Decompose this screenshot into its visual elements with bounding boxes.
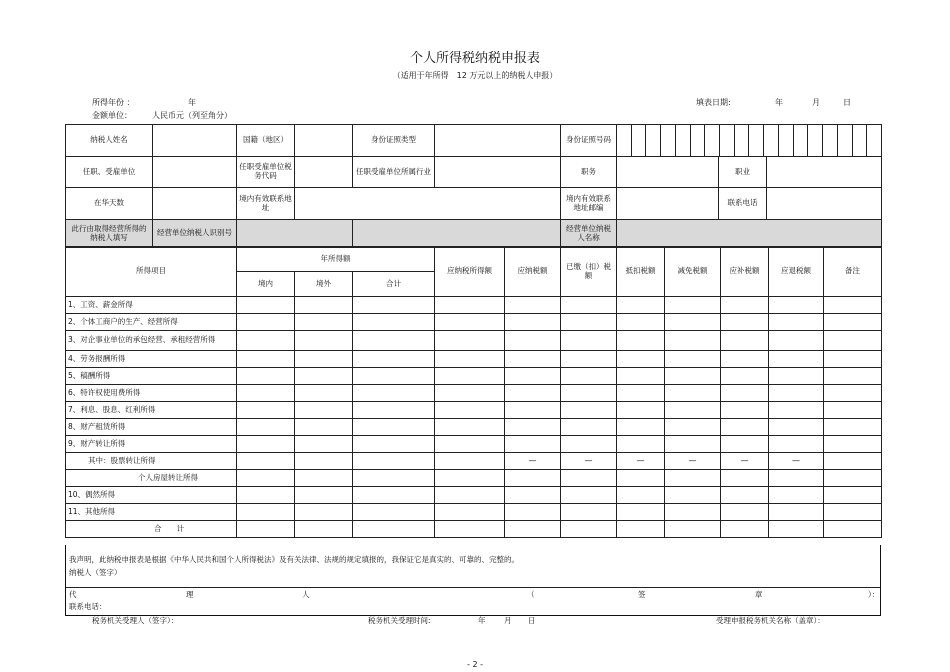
income-value-cell[interactable] bbox=[721, 331, 769, 351]
income-item-label: 4、劳务报酬所得 bbox=[66, 351, 237, 368]
table-row bbox=[66, 385, 882, 402]
not-applicable-cell: — bbox=[505, 453, 561, 470]
income-value-cell[interactable] bbox=[665, 470, 721, 487]
income-value-cell[interactable] bbox=[505, 368, 561, 385]
agent-char-2: 理 bbox=[186, 590, 194, 599]
income-value-cell[interactable] bbox=[237, 297, 295, 314]
income-value-cell[interactable] bbox=[435, 402, 505, 419]
form-title: 个人所得税纳税申报表 bbox=[409, 51, 540, 66]
income-value-cell[interactable] bbox=[617, 504, 665, 521]
col-annual-income: 年所得额 bbox=[237, 247, 435, 272]
postcode-value[interactable] bbox=[617, 188, 719, 220]
not-applicable-cell: — bbox=[561, 453, 617, 470]
table-row bbox=[66, 470, 882, 487]
income-value-cell[interactable] bbox=[435, 297, 505, 314]
income-value-cell[interactable] bbox=[721, 419, 769, 436]
income-value-cell[interactable] bbox=[505, 470, 561, 487]
income-value-cell[interactable] bbox=[353, 487, 435, 504]
name-value[interactable] bbox=[153, 125, 237, 157]
position-value[interactable] bbox=[617, 157, 719, 188]
income-value-cell[interactable] bbox=[237, 314, 295, 331]
not-applicable-cell: — bbox=[769, 453, 824, 470]
income-value-cell[interactable] bbox=[665, 487, 721, 504]
income-value-cell[interactable] bbox=[561, 351, 617, 368]
income-value-cell[interactable] bbox=[435, 521, 505, 538]
income-value-cell[interactable] bbox=[561, 314, 617, 331]
income-value-cell[interactable] bbox=[435, 504, 505, 521]
income-value-cell[interactable] bbox=[505, 331, 561, 351]
income-value-cell[interactable] bbox=[824, 521, 882, 538]
income-value-cell[interactable] bbox=[561, 385, 617, 402]
employer-industry-value[interactable] bbox=[435, 157, 561, 188]
income-value-cell[interactable] bbox=[769, 331, 824, 351]
income-value-cell[interactable] bbox=[665, 419, 721, 436]
agent-char-7: ）： bbox=[868, 590, 880, 599]
position-label: 职务 bbox=[561, 157, 617, 188]
income-value-cell[interactable] bbox=[505, 487, 561, 504]
receive-time-label: 税务机关受理时间: bbox=[368, 616, 431, 625]
col-supplement: 应补税额 bbox=[721, 247, 769, 297]
income-value-cell[interactable] bbox=[617, 297, 665, 314]
income-value-cell[interactable] bbox=[237, 368, 295, 385]
col-reduction: 减免税额 bbox=[665, 247, 721, 297]
table-row bbox=[66, 521, 882, 538]
receive-year: 年 bbox=[478, 616, 486, 625]
domestic-address-label: 境内有效联系地址 bbox=[237, 188, 295, 220]
receive-month: 月 bbox=[504, 616, 512, 625]
table-row bbox=[66, 331, 882, 351]
employer-value[interactable] bbox=[153, 157, 237, 188]
income-value-cell[interactable] bbox=[769, 314, 824, 331]
declaration-box bbox=[65, 545, 881, 616]
income-value-cell[interactable] bbox=[505, 436, 561, 453]
income-value-cell[interactable] bbox=[824, 314, 882, 331]
col-total: 合计 bbox=[353, 272, 435, 297]
income-value-cell[interactable] bbox=[353, 368, 435, 385]
agent-char-3: 人 bbox=[302, 590, 310, 599]
income-value-cell[interactable] bbox=[561, 436, 617, 453]
income-value-cell[interactable] bbox=[353, 314, 435, 331]
income-value-cell[interactable] bbox=[435, 368, 505, 385]
agent-phone-label: 联系电话： bbox=[69, 602, 107, 611]
income-value-cell[interactable] bbox=[237, 402, 295, 419]
income-value-cell[interactable] bbox=[353, 402, 435, 419]
income-value-cell[interactable] bbox=[435, 487, 505, 504]
income-value-cell[interactable] bbox=[617, 331, 665, 351]
income-value-cell[interactable] bbox=[561, 487, 617, 504]
domestic-address-value[interactable] bbox=[295, 188, 561, 220]
income-value-cell[interactable] bbox=[295, 351, 353, 368]
income-value-cell[interactable] bbox=[617, 521, 665, 538]
income-value-cell[interactable] bbox=[721, 351, 769, 368]
income-value-cell[interactable] bbox=[505, 419, 561, 436]
income-value-cell[interactable] bbox=[769, 470, 824, 487]
income-value-cell[interactable] bbox=[617, 368, 665, 385]
income-value-cell[interactable] bbox=[353, 436, 435, 453]
income-value-cell[interactable] bbox=[561, 521, 617, 538]
income-value-cell[interactable] bbox=[353, 504, 435, 521]
income-value-cell[interactable] bbox=[295, 402, 353, 419]
income-value-cell[interactable] bbox=[617, 419, 665, 436]
postcode-label: 境内有效联系地址邮编 bbox=[561, 188, 617, 220]
col-remarks: 备注 bbox=[824, 247, 882, 297]
col-domestic: 境内 bbox=[237, 272, 295, 297]
income-value-cell[interactable] bbox=[295, 314, 353, 331]
income-value-cell[interactable] bbox=[435, 453, 505, 470]
income-value-cell[interactable] bbox=[721, 436, 769, 453]
income-value-cell[interactable] bbox=[353, 453, 435, 470]
table-row bbox=[66, 314, 882, 331]
income-value-cell[interactable] bbox=[353, 331, 435, 351]
income-value-cell[interactable] bbox=[824, 504, 882, 521]
income-value-cell[interactable] bbox=[617, 436, 665, 453]
income-value-cell[interactable] bbox=[824, 297, 882, 314]
nationality-label: 国籍（地区） bbox=[237, 125, 295, 157]
business-id-label: 经营单位纳税人识别号 bbox=[153, 220, 237, 248]
occupation-label: 职业 bbox=[719, 157, 767, 188]
income-value-cell[interactable] bbox=[769, 487, 824, 504]
income-value-cell[interactable] bbox=[295, 436, 353, 453]
id-type-value[interactable] bbox=[435, 125, 561, 157]
income-item-label: 其中：股票转让所得 bbox=[66, 453, 237, 470]
date-day: 日 bbox=[843, 98, 851, 107]
date-month: 月 bbox=[812, 98, 820, 107]
employer-industry-label: 任职受雇单位所属行业 bbox=[353, 157, 435, 188]
income-value-cell[interactable] bbox=[505, 504, 561, 521]
col-refund: 应退税额 bbox=[769, 247, 824, 297]
col-item: 所得项目 bbox=[66, 247, 237, 297]
form-subtitle: （适用于年所得 12 万元以上的纳税人申报） bbox=[392, 71, 558, 80]
income-value-cell[interactable] bbox=[435, 470, 505, 487]
income-value-cell[interactable] bbox=[617, 314, 665, 331]
employer-tax-code-label: 任职受雇单位税务代码 bbox=[237, 157, 295, 188]
income-value-cell[interactable] bbox=[561, 368, 617, 385]
name-label: 纳税人姓名 bbox=[66, 125, 153, 157]
income-value-cell[interactable] bbox=[824, 385, 882, 402]
income-value-cell[interactable] bbox=[561, 402, 617, 419]
income-value-cell[interactable] bbox=[505, 314, 561, 331]
agent-char-5: 签 bbox=[638, 590, 646, 599]
income-value-cell[interactable] bbox=[353, 470, 435, 487]
income-value-cell[interactable] bbox=[665, 368, 721, 385]
declaration-text: 我声明，此纳税申报表是根据《中华人民共和国个人所得税法》及有关法律、法规的规定填报的，我保证它是真实的、可靠的、完整的。 bbox=[69, 555, 519, 564]
table-row bbox=[66, 368, 882, 385]
table-row bbox=[66, 297, 882, 314]
currency-label: 金额单位： bbox=[92, 111, 132, 120]
income-value-cell[interactable] bbox=[505, 521, 561, 538]
income-item-label: 8、财产租赁所得 bbox=[66, 419, 237, 436]
income-item-label: 11、其他所得 bbox=[66, 504, 237, 521]
income-value-cell[interactable] bbox=[295, 419, 353, 436]
income-value-cell[interactable] bbox=[769, 368, 824, 385]
receiver-label: 税务机关受理人（签字）： bbox=[92, 616, 179, 625]
receive-day: 日 bbox=[528, 616, 536, 625]
year-label: 所得年份 ： bbox=[92, 98, 135, 107]
taxpayer-signature-label: 纳税人（签字） bbox=[69, 568, 122, 577]
income-value-cell[interactable] bbox=[295, 331, 353, 351]
income-value-cell[interactable] bbox=[665, 297, 721, 314]
income-value-cell[interactable] bbox=[237, 351, 295, 368]
income-value-cell[interactable] bbox=[505, 385, 561, 402]
table-row bbox=[66, 419, 882, 436]
income-value-cell[interactable] bbox=[505, 297, 561, 314]
income-value-cell[interactable] bbox=[721, 314, 769, 331]
income-value-cell[interactable] bbox=[353, 297, 435, 314]
income-value-cell[interactable] bbox=[295, 385, 353, 402]
income-value-cell[interactable] bbox=[721, 470, 769, 487]
income-value-cell[interactable] bbox=[435, 314, 505, 331]
employer-label: 任职、受雇单位 bbox=[66, 157, 153, 188]
income-value-cell[interactable] bbox=[295, 470, 353, 487]
income-value-cell[interactable] bbox=[721, 297, 769, 314]
income-value-cell[interactable] bbox=[665, 351, 721, 368]
income-value-cell[interactable] bbox=[561, 470, 617, 487]
income-value-cell[interactable] bbox=[353, 521, 435, 538]
table-row bbox=[66, 504, 882, 521]
income-value-cell[interactable] bbox=[617, 402, 665, 419]
income-value-cell[interactable] bbox=[353, 351, 435, 368]
income-value-cell[interactable] bbox=[561, 419, 617, 436]
income-item-label: 合 计 bbox=[66, 521, 237, 538]
table-row bbox=[66, 351, 882, 368]
income-value-cell[interactable] bbox=[237, 521, 295, 538]
income-value-cell[interactable] bbox=[435, 419, 505, 436]
income-value-cell[interactable] bbox=[561, 297, 617, 314]
table-row bbox=[66, 487, 882, 504]
income-value-cell[interactable] bbox=[824, 402, 882, 419]
col-taxable-income: 应纳税所得额 bbox=[435, 247, 505, 297]
income-value-cell[interactable] bbox=[237, 331, 295, 351]
year-unit: 年 bbox=[188, 98, 196, 107]
phone-label: 联系电话 bbox=[719, 188, 767, 220]
income-value-cell[interactable] bbox=[435, 331, 505, 351]
income-value-cell[interactable] bbox=[769, 436, 824, 453]
income-item-label: 7、利息、股息、红利所得 bbox=[66, 402, 237, 419]
income-value-cell[interactable] bbox=[237, 419, 295, 436]
phone-value[interactable] bbox=[767, 188, 882, 220]
income-value-cell[interactable] bbox=[295, 453, 353, 470]
income-value-cell[interactable] bbox=[665, 436, 721, 453]
nationality-value[interactable] bbox=[295, 125, 353, 157]
income-value-cell[interactable] bbox=[353, 385, 435, 402]
income-value-cell[interactable] bbox=[617, 385, 665, 402]
income-value-cell[interactable] bbox=[824, 368, 882, 385]
income-item-label: 9、财产转让所得 bbox=[66, 436, 237, 453]
income-value-cell[interactable] bbox=[353, 419, 435, 436]
income-value-cell[interactable] bbox=[561, 331, 617, 351]
occupation-value[interactable] bbox=[767, 157, 882, 188]
income-item-label: 5、稿酬所得 bbox=[66, 368, 237, 385]
income-value-cell[interactable] bbox=[721, 487, 769, 504]
income-value-cell[interactable] bbox=[769, 402, 824, 419]
income-value-cell[interactable] bbox=[769, 351, 824, 368]
id-type-label: 身份证照类型 bbox=[353, 125, 435, 157]
income-value-cell[interactable] bbox=[505, 402, 561, 419]
income-item-label: 10、偶然所得 bbox=[66, 487, 237, 504]
income-value-cell[interactable] bbox=[295, 368, 353, 385]
income-value-cell[interactable] bbox=[665, 385, 721, 402]
income-value-cell[interactable] bbox=[665, 402, 721, 419]
income-value-cell[interactable] bbox=[824, 331, 882, 351]
col-tax-paid: 已缴（扣）税额 bbox=[561, 247, 617, 297]
income-value-cell[interactable] bbox=[295, 487, 353, 504]
income-item-label: 6、特许权使用费所得 bbox=[66, 385, 237, 402]
currency-value: 人民币元（列至角分） bbox=[152, 111, 232, 120]
agent-char-1: 代 bbox=[69, 590, 77, 599]
income-value-cell[interactable] bbox=[295, 297, 353, 314]
not-applicable-cell: — bbox=[617, 453, 665, 470]
date-year: 年 bbox=[775, 98, 783, 107]
income-value-cell[interactable] bbox=[665, 521, 721, 538]
income-value-cell[interactable] bbox=[824, 453, 882, 470]
income-value-cell[interactable] bbox=[237, 453, 295, 470]
income-value-cell[interactable] bbox=[721, 504, 769, 521]
id-number-boxes[interactable] bbox=[617, 125, 882, 157]
income-value-cell[interactable] bbox=[237, 470, 295, 487]
business-note: 此行由取得经营所得的纳税人填写 bbox=[66, 220, 153, 248]
income-value-cell[interactable] bbox=[769, 521, 824, 538]
business-name-label: 经营单位纳税人名称 bbox=[561, 220, 617, 248]
income-value-cell[interactable] bbox=[721, 385, 769, 402]
income-value-cell[interactable] bbox=[617, 351, 665, 368]
days-in-china-label: 在华天数 bbox=[66, 188, 153, 220]
income-value-cell[interactable] bbox=[824, 487, 882, 504]
employer-tax-code-value[interactable] bbox=[295, 157, 353, 188]
income-value-cell[interactable] bbox=[435, 436, 505, 453]
table-row bbox=[66, 436, 882, 453]
income-value-cell[interactable] bbox=[617, 487, 665, 504]
business-id-value[interactable] bbox=[237, 220, 353, 248]
income-value-cell[interactable] bbox=[824, 351, 882, 368]
income-value-cell[interactable] bbox=[769, 504, 824, 521]
days-in-china-value[interactable] bbox=[153, 188, 237, 220]
income-value-cell[interactable] bbox=[721, 368, 769, 385]
income-value-cell[interactable] bbox=[721, 402, 769, 419]
not-applicable-cell: — bbox=[721, 453, 769, 470]
page-number: - 2 - bbox=[467, 660, 483, 669]
business-id-value-2[interactable] bbox=[353, 220, 561, 248]
income-value-cell[interactable] bbox=[824, 470, 882, 487]
income-item-label: 1、工资、薪金所得 bbox=[66, 297, 237, 314]
income-value-cell[interactable] bbox=[561, 504, 617, 521]
not-applicable-cell: — bbox=[665, 453, 721, 470]
income-value-cell[interactable] bbox=[237, 504, 295, 521]
col-offset: 抵扣税额 bbox=[617, 247, 665, 297]
table-row bbox=[66, 453, 882, 470]
income-value-cell[interactable] bbox=[505, 351, 561, 368]
income-item-label: 个人房屋转让所得 bbox=[66, 470, 237, 487]
income-value-cell[interactable] bbox=[769, 297, 824, 314]
income-table bbox=[65, 246, 882, 538]
income-value-cell[interactable] bbox=[295, 521, 353, 538]
income-value-cell[interactable] bbox=[665, 331, 721, 351]
date-label: 填表日期: bbox=[696, 98, 731, 107]
table-row bbox=[66, 402, 882, 419]
income-value-cell[interactable] bbox=[721, 521, 769, 538]
income-value-cell[interactable] bbox=[435, 351, 505, 368]
col-tax-payable: 应纳税额 bbox=[505, 247, 561, 297]
income-value-cell[interactable] bbox=[824, 419, 882, 436]
tax-office-label: 受理申报税务机关名称（盖章）： bbox=[716, 616, 825, 625]
income-value-cell[interactable] bbox=[237, 436, 295, 453]
col-foreign: 境外 bbox=[295, 272, 353, 297]
income-item-label: 3、对企事业单位的承包经营、承租经营所得 bbox=[66, 331, 237, 351]
income-value-cell[interactable] bbox=[617, 470, 665, 487]
income-value-cell[interactable] bbox=[769, 419, 824, 436]
income-value-cell[interactable] bbox=[665, 314, 721, 331]
income-value-cell[interactable] bbox=[237, 385, 295, 402]
income-item-label: 2、个体工商户的生产、经营所得 bbox=[66, 314, 237, 331]
agent-char-4: （ bbox=[527, 590, 535, 599]
income-value-cell[interactable] bbox=[237, 487, 295, 504]
income-value-cell[interactable] bbox=[295, 504, 353, 521]
id-number-label: 身份证照号码 bbox=[561, 125, 617, 157]
agent-char-6: 章 bbox=[755, 590, 763, 599]
income-value-cell[interactable] bbox=[769, 385, 824, 402]
taxpayer-info-table bbox=[65, 124, 882, 248]
income-value-cell[interactable] bbox=[665, 504, 721, 521]
business-name-value[interactable] bbox=[617, 220, 882, 248]
income-value-cell[interactable] bbox=[435, 385, 505, 402]
income-value-cell[interactable] bbox=[824, 436, 882, 453]
